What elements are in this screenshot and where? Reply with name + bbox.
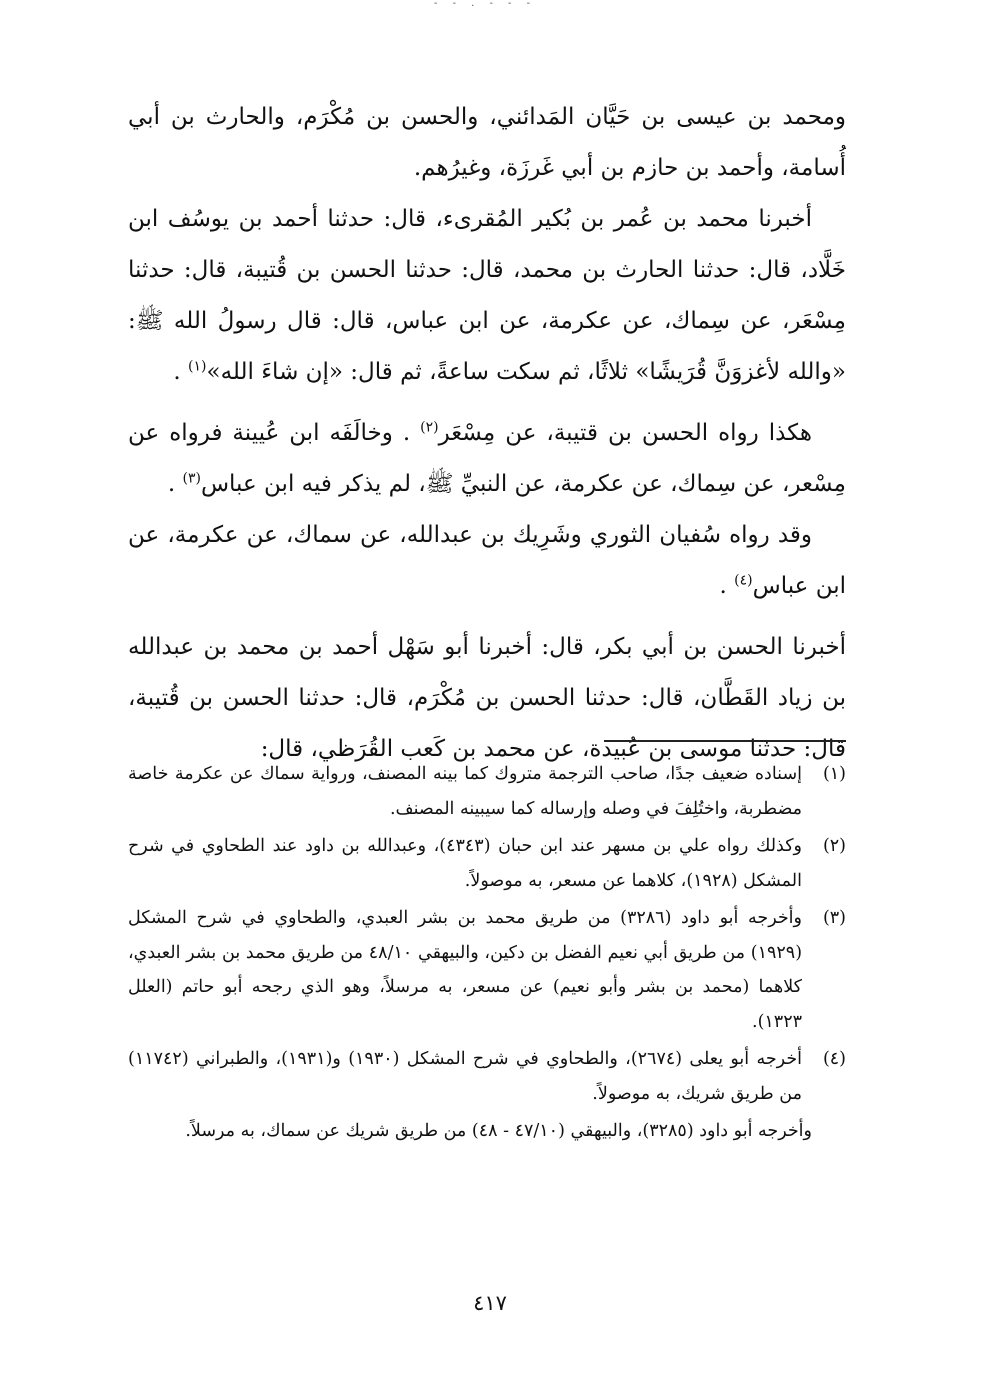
paragraph-5: أخبرنا الحسن بن أبي بكر، قال: أخبرنا أبو سَهْل أحمد بن محمد بن عبدالله بن زياد القَطَّان، قال: حدثنا الحسن بن مُكْرَم، قال: حدثنا الحسن بن قُتيبة، قال: حدثنا موسى بن عُبيدة، عن محمد بن كَعب القُرَظي، قال:: [128, 634, 846, 762]
paragraph-2: [128, 194, 846, 398]
footnote-1: [128, 757, 846, 826]
paragraph-2-text: أخبرنا محمد بن عُمر بن بُكير المُقرىء، قال: حدثنا أحمد بن يوسُف ابن خَلَّاد، قال: حدثنا الحارث بن محمد، قال: حدثنا الحسن بن قُتيبة، قال: حدثنا مِسْعَر، عن سِماك، عن عكرمة، عن ابن عباس، قال: قال رسولُ الله ﷺ: «والله لأغزوَنَّ قُرَيشًا» ثلاثًا، ثم سكت ساعةً، ثم قال: «إن شاءَ الله»: [128, 206, 846, 385]
footnote-number: (١): [822, 764, 846, 784]
footnote-ref-2[interactable]: (٢): [420, 419, 439, 436]
footnote-ref-4[interactable]: (٤): [734, 572, 753, 589]
paragraph-3-text-a: هكذا رواه الحسن بن قتيبة، عن مِسْعَر: [438, 420, 813, 446]
paragraph-4-text: وقد رواه سُفيان الثوري وشَرِيك بن عبدالله، عن سماك، عن عكرمة، عن ابن عباس: [128, 522, 846, 599]
paragraph-2-end: .: [173, 359, 189, 385]
main-text: [128, 92, 846, 775]
footnote-ref-3[interactable]: (٣): [182, 470, 201, 487]
footnote-4: [128, 1042, 846, 1111]
footnote-3: [128, 901, 846, 1039]
footnote-text: وكذلك رواه علي بن مسهر عند ابن حبان (٤٣٤٣)، وعبدالله بن داود عند الطحاوي في شرح المشكل (١٩٢٨)، كلاهما عن مسعر، به موصولاً.: [128, 836, 802, 891]
paragraph-4: [128, 510, 846, 612]
footnote-number: (٣): [822, 908, 846, 928]
page-number: ٤١٧: [473, 1291, 507, 1315]
paragraph-3-end: .: [167, 471, 183, 497]
footnote-text: أخرجه أبو يعلى (٢٦٧٤)، والطحاوي في شرح المشكل (١٩٣٠) و(١٩٣١)، والطبراني (١١٧٤٢) من طريق شريك، به موصولاً.: [128, 1049, 803, 1104]
footnote-divider: [604, 740, 846, 742]
paragraph-3: [128, 408, 846, 510]
footnote-number: (٤): [822, 1049, 846, 1069]
footnote-continuation: وأخرجه أبو داود (٣٢٨٥)، والبيهقي (٤٧/١٠ - ٤٨) من طريق شريك عن سماك، به مرسلاً.: [185, 1121, 812, 1141]
paragraph-3-text-b: . وخالَفَه ابن عُيينة فرواه عن مِسْعر، عن سِماك، عن عكرمة، عن النبيِّ ﷺ، لم يذكر فيه ابن عباس: [128, 420, 846, 497]
footnote-2: [128, 829, 846, 898]
footnotes-section: [128, 757, 846, 1149]
paragraph-4-end: .: [719, 573, 735, 599]
footnote-text: إسناده ضعيف جدًا، صاحب الترجمة متروك كما بينه المصنف، ورواية سماك عن عكرمة خاصة مضطربة، واختُلِفَ في وصله وإرساله كما سيبينه المصنف.: [128, 764, 802, 819]
footnote-number: (٢): [822, 836, 846, 856]
footnote-ref-1[interactable]: (١): [188, 358, 207, 375]
footnote-text: وأخرجه أبو داود (٣٢٨٦) من طريق محمد بن بشر العبدي، والطحاوي في شرح المشكل (١٩٢٩) من طريق أبي نعيم الفضل بن دكين، والبيهقي ٤٨/١٠ من طريق محمد بن بشر العبدي، كلاهما (محمد بن بشر وأبو نعيم) عن مسعر، به مرسلاً، وهو الذي رجحه أبو حاتم (العلل ١٣٢٣).: [128, 908, 803, 1032]
paragraph-1: ومحمد بن عيسى بن حَيَّان المَدائني، والحسن بن مُكْرَم، والحارث بن أبي أُسامة، وأحمد بن حازم بن أبي غَرزَة، وغيرُهم.: [128, 104, 846, 181]
top-header-mark: - - . - - -: [434, 0, 536, 8]
